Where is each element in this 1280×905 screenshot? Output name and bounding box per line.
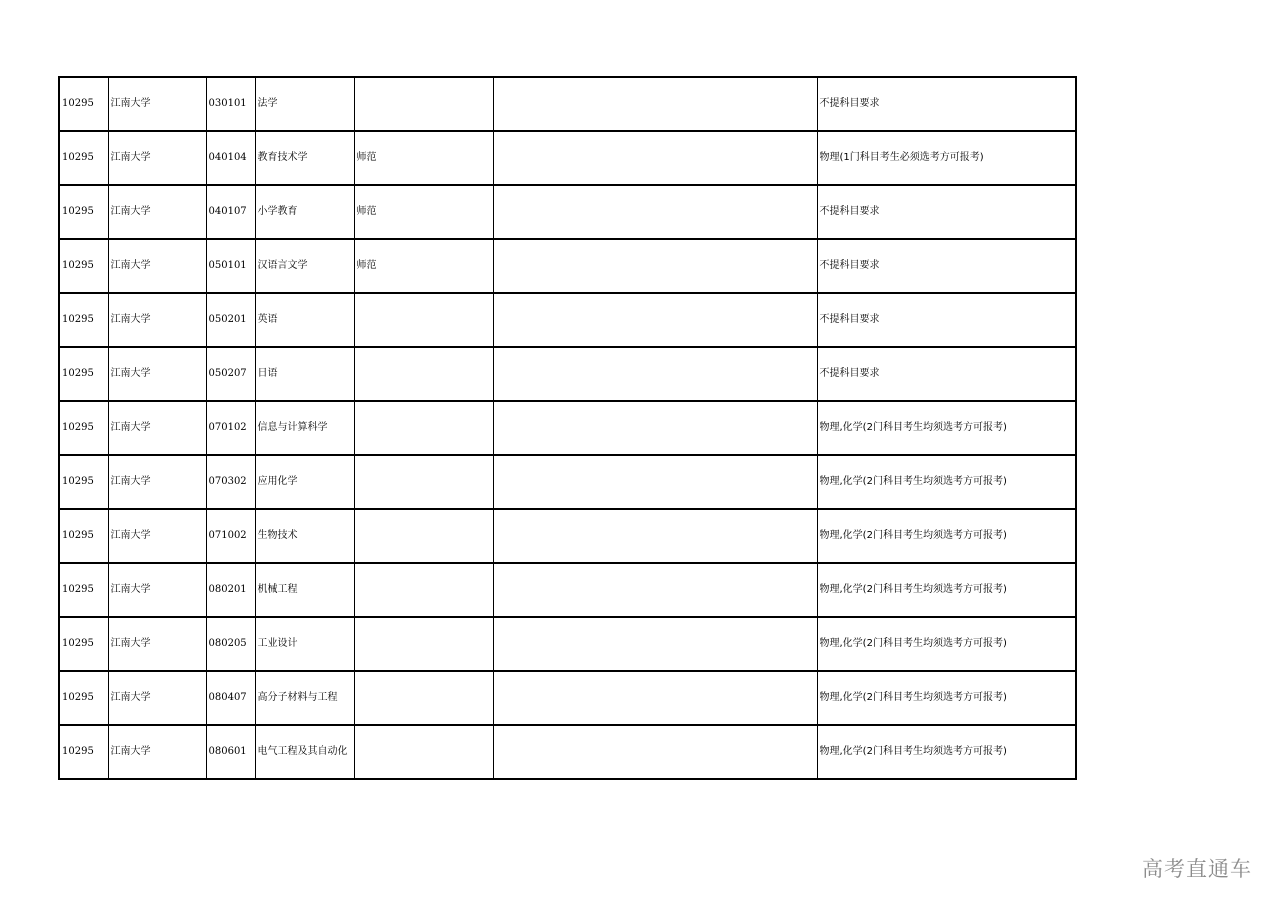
major-name-cell: 电气工程及其自动化: [255, 725, 354, 779]
extra-cell: [493, 293, 817, 347]
subject-requirement-cell: 物理(1门科目考生必须选考方可报考): [817, 131, 1076, 185]
school-code-cell: 10295: [59, 455, 108, 509]
subject-requirement-cell: 物理,化学(2门科目考生均须选考方可报考): [817, 725, 1076, 779]
subject-requirement-cell: 物理,化学(2门科目考生均须选考方可报考): [817, 401, 1076, 455]
extra-cell: [493, 617, 817, 671]
school-code-cell: 10295: [59, 239, 108, 293]
note-cell: 师范: [354, 239, 493, 293]
note-cell: 师范: [354, 131, 493, 185]
note-cell: [354, 563, 493, 617]
major-name-cell: 教育技术学: [255, 131, 354, 185]
school-name-cell: 江南大学: [108, 671, 206, 725]
extra-cell: [493, 185, 817, 239]
major-name-cell: 工业设计: [255, 617, 354, 671]
note-cell: [354, 617, 493, 671]
major-name-cell: 应用化学: [255, 455, 354, 509]
school-name-cell: 江南大学: [108, 617, 206, 671]
school-code-cell: 10295: [59, 185, 108, 239]
school-code-cell: 10295: [59, 347, 108, 401]
watermark-text: 高考直通车: [1142, 857, 1252, 881]
school-name-cell: 江南大学: [108, 725, 206, 779]
major-code-cell: 050101: [206, 239, 255, 293]
major-code-cell: 070102: [206, 401, 255, 455]
school-code-cell: 10295: [59, 509, 108, 563]
table-row: [59, 185, 1076, 239]
school-code-cell: 10295: [59, 131, 108, 185]
subject-requirement-cell: 不提科目要求: [817, 239, 1076, 293]
note-cell: [354, 509, 493, 563]
note-cell: [354, 455, 493, 509]
school-name-cell: 江南大学: [108, 293, 206, 347]
school-code-cell: 10295: [59, 293, 108, 347]
table-row: [59, 563, 1076, 617]
extra-cell: [493, 239, 817, 293]
table-body: [59, 77, 1076, 779]
school-name-cell: 江南大学: [108, 239, 206, 293]
major-name-cell: 英语: [255, 293, 354, 347]
table-row: [59, 77, 1076, 131]
major-code-cell: 050207: [206, 347, 255, 401]
subject-requirement-cell: 不提科目要求: [817, 347, 1076, 401]
major-name-cell: 生物技术: [255, 509, 354, 563]
note-cell: [354, 293, 493, 347]
note-cell: [354, 671, 493, 725]
major-name-cell: 机械工程: [255, 563, 354, 617]
note-cell: [354, 725, 493, 779]
table-row: [59, 671, 1076, 725]
school-name-cell: 江南大学: [108, 563, 206, 617]
subject-requirement-cell: 物理,化学(2门科目考生均须选考方可报考): [817, 509, 1076, 563]
extra-cell: [493, 455, 817, 509]
school-name-cell: 江南大学: [108, 347, 206, 401]
major-name-cell: 日语: [255, 347, 354, 401]
table-row: [59, 293, 1076, 347]
subject-requirement-cell: 物理,化学(2门科目考生均须选考方可报考): [817, 671, 1076, 725]
major-code-cell: 080601: [206, 725, 255, 779]
subject-requirement-table: [58, 76, 1077, 780]
extra-cell: [493, 725, 817, 779]
subject-requirement-cell: 不提科目要求: [817, 77, 1076, 131]
subject-requirement-cell: 物理,化学(2门科目考生均须选考方可报考): [817, 617, 1076, 671]
table-row: [59, 347, 1076, 401]
school-code-cell: 10295: [59, 617, 108, 671]
school-name-cell: 江南大学: [108, 509, 206, 563]
table-row: [59, 239, 1076, 293]
extra-cell: [493, 509, 817, 563]
school-code-cell: 10295: [59, 725, 108, 779]
note-cell: [354, 77, 493, 131]
school-code-cell: 10295: [59, 401, 108, 455]
subject-requirement-cell: 物理,化学(2门科目考生均须选考方可报考): [817, 563, 1076, 617]
school-name-cell: 江南大学: [108, 131, 206, 185]
major-name-cell: 信息与计算科学: [255, 401, 354, 455]
school-name-cell: 江南大学: [108, 185, 206, 239]
extra-cell: [493, 401, 817, 455]
subject-requirement-cell: 物理,化学(2门科目考生均须选考方可报考): [817, 455, 1076, 509]
major-name-cell: 汉语言文学: [255, 239, 354, 293]
major-code-cell: 080205: [206, 617, 255, 671]
school-name-cell: 江南大学: [108, 455, 206, 509]
table-row: [59, 509, 1076, 563]
school-name-cell: 江南大学: [108, 401, 206, 455]
table-row: [59, 455, 1076, 509]
extra-cell: [493, 77, 817, 131]
major-code-cell: 080407: [206, 671, 255, 725]
extra-cell: [493, 671, 817, 725]
school-code-cell: 10295: [59, 671, 108, 725]
extra-cell: [493, 347, 817, 401]
major-code-cell: 030101: [206, 77, 255, 131]
table-row: [59, 617, 1076, 671]
major-code-cell: 071002: [206, 509, 255, 563]
subject-requirement-cell: 不提科目要求: [817, 293, 1076, 347]
note-cell: 师范: [354, 185, 493, 239]
major-name-cell: 法学: [255, 77, 354, 131]
extra-cell: [493, 131, 817, 185]
subject-requirement-cell: 不提科目要求: [817, 185, 1076, 239]
major-code-cell: 080201: [206, 563, 255, 617]
extra-cell: [493, 563, 817, 617]
table-row: [59, 131, 1076, 185]
major-code-cell: 040107: [206, 185, 255, 239]
school-code-cell: 10295: [59, 77, 108, 131]
major-name-cell: 小学教育: [255, 185, 354, 239]
note-cell: [354, 401, 493, 455]
major-code-cell: 070302: [206, 455, 255, 509]
note-cell: [354, 347, 493, 401]
major-code-cell: 050201: [206, 293, 255, 347]
major-name-cell: 高分子材料与工程: [255, 671, 354, 725]
school-name-cell: 江南大学: [108, 77, 206, 131]
table-row: [59, 401, 1076, 455]
table-row: [59, 725, 1076, 779]
school-code-cell: 10295: [59, 563, 108, 617]
major-code-cell: 040104: [206, 131, 255, 185]
